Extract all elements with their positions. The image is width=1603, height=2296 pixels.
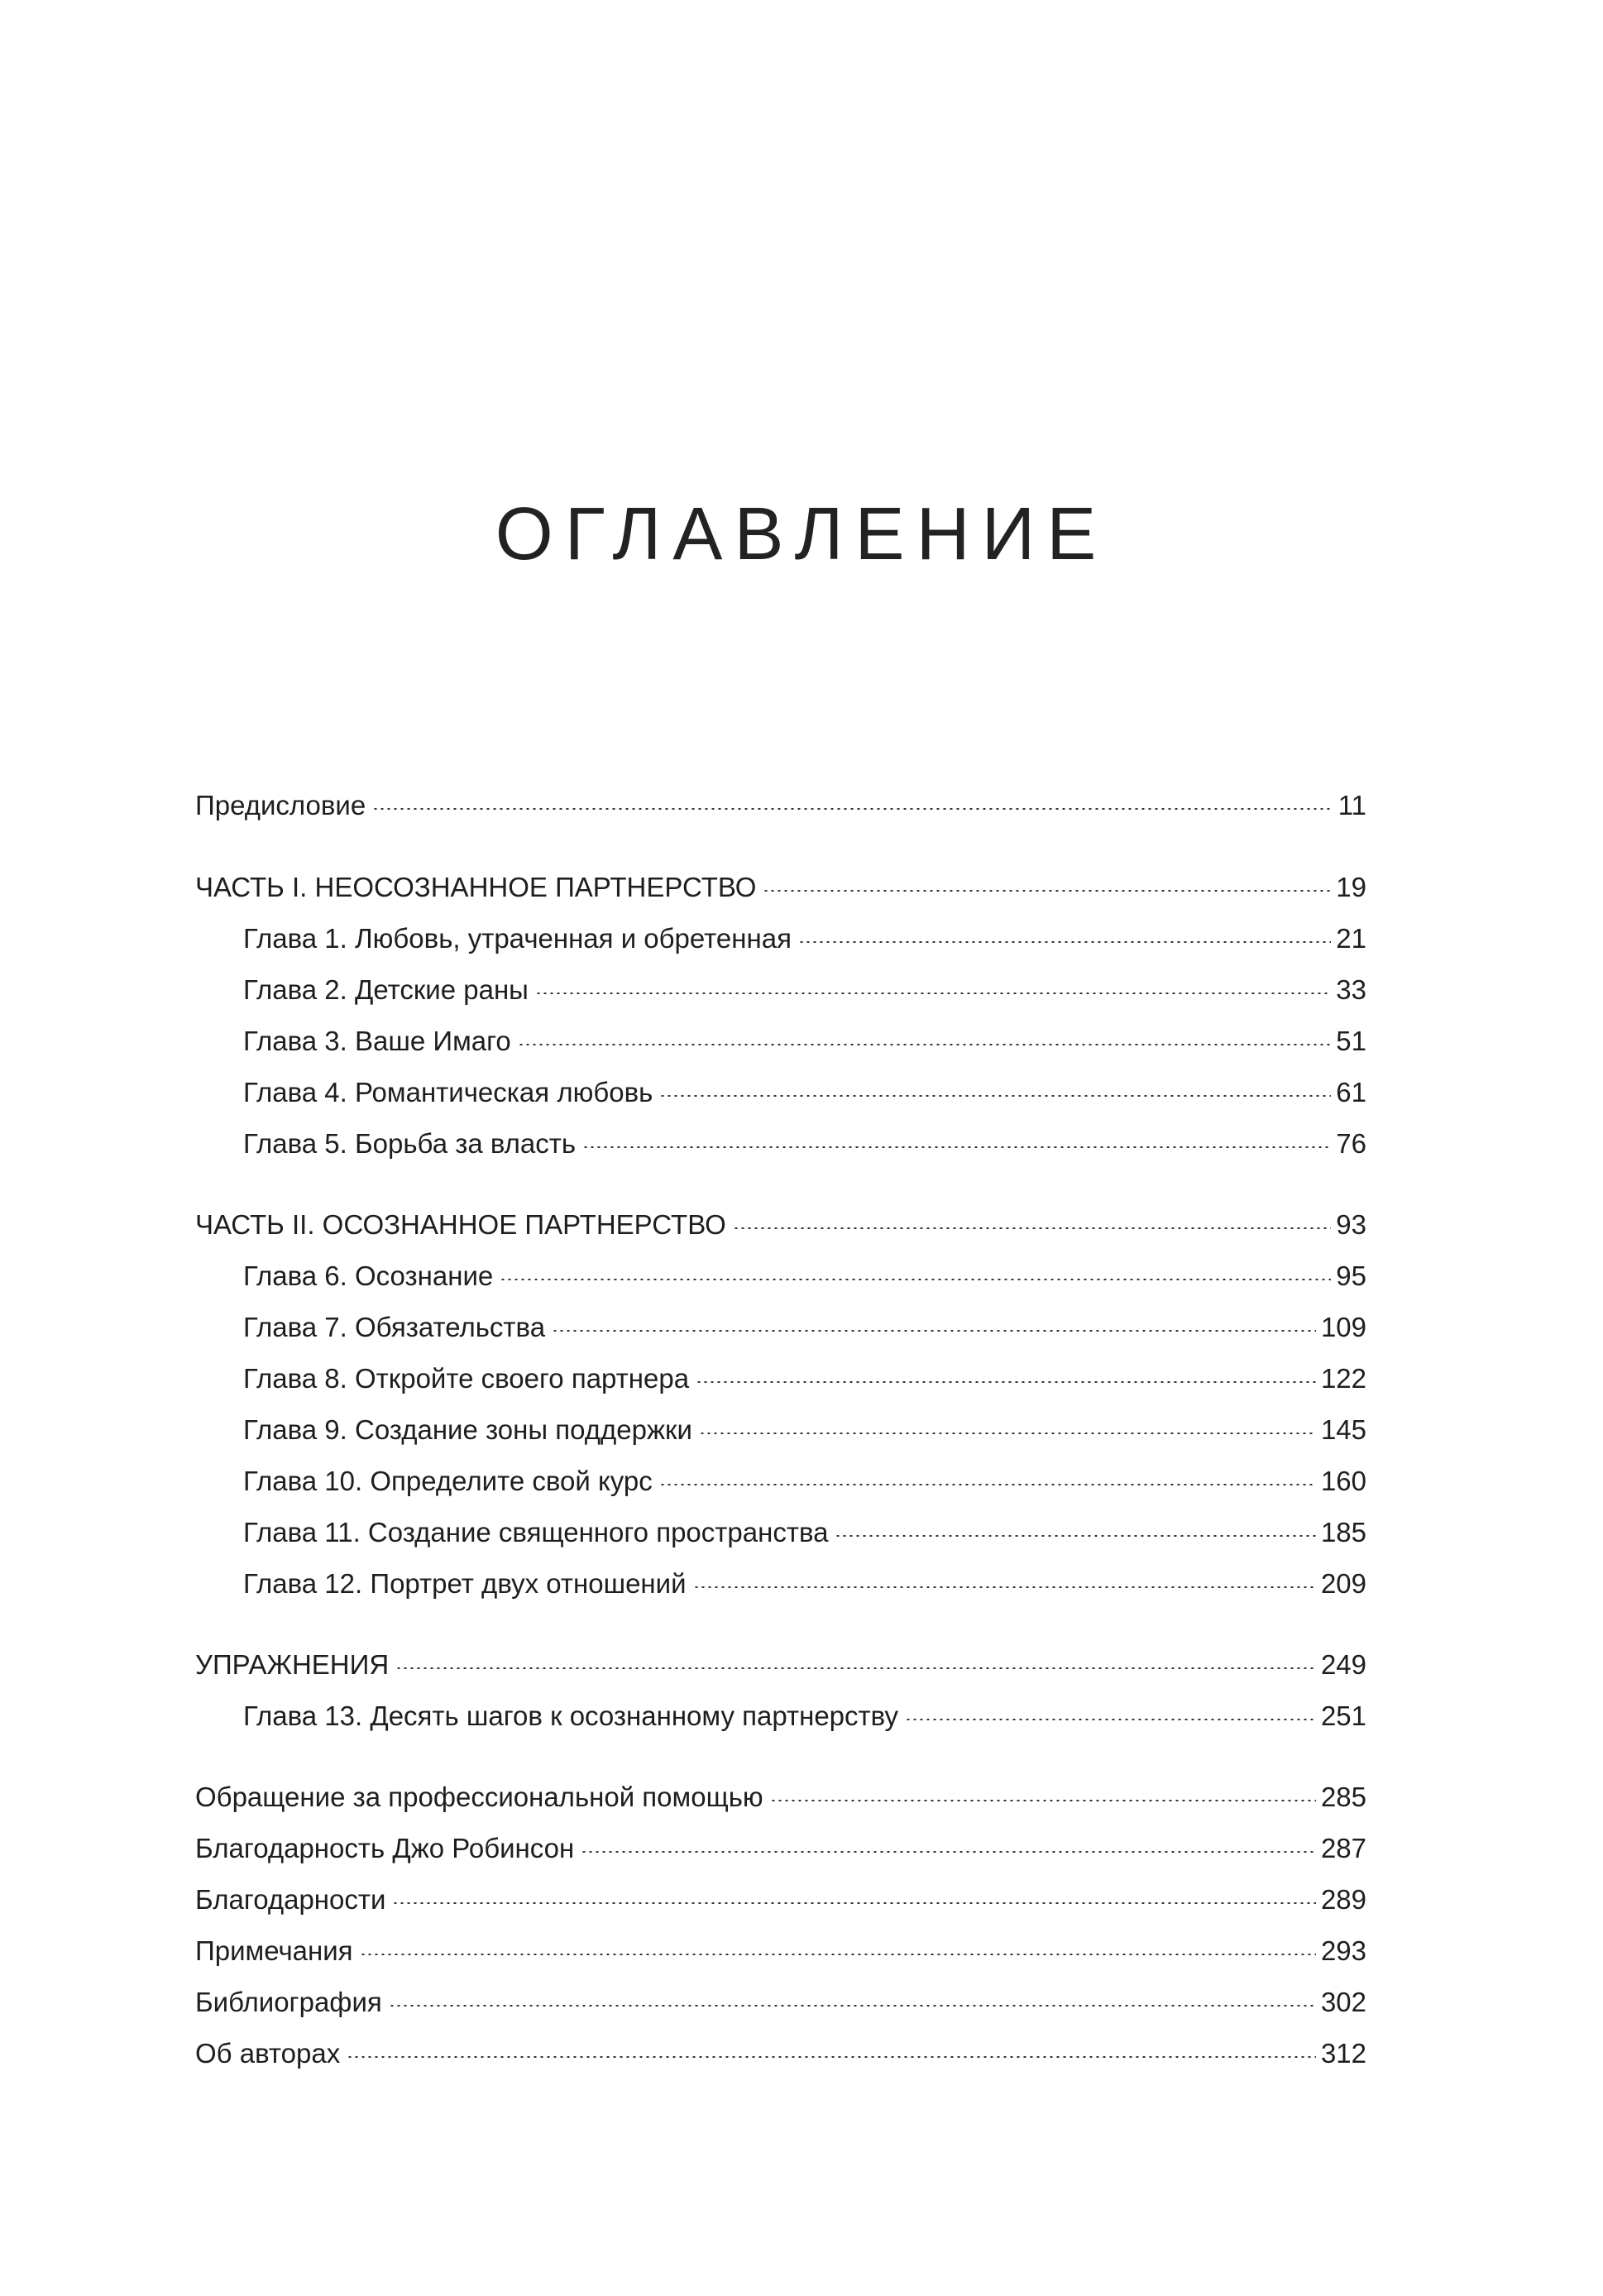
- toc-entry-part-2[interactable]: [195, 1205, 1366, 1245]
- toc-entry-label: Глава 8. Откройте своего партнера: [243, 1363, 690, 1394]
- toc-entry-chapter-3[interactable]: [195, 1021, 1366, 1061]
- toc-page-number: 285: [1320, 1782, 1366, 1812]
- toc-page-number: 19: [1336, 872, 1366, 902]
- toc-entry-label: Благодарность Джо Робинсон: [195, 1833, 575, 1863]
- toc-page-number: 312: [1320, 2038, 1366, 2069]
- dot-leader: [798, 941, 1331, 943]
- toc-entry-label: Обращение за профессиональной помощью: [195, 1782, 763, 1812]
- dot-leader: [835, 1535, 1315, 1537]
- toc-entry-label: Глава 10. Определите свой курс: [243, 1466, 653, 1496]
- toc-entry-preface[interactable]: [195, 786, 1366, 825]
- dot-leader: [659, 1095, 1331, 1097]
- toc-entry-label: Глава 9. Создание зоны поддержки: [243, 1414, 692, 1445]
- toc-page-number: 33: [1336, 974, 1366, 1005]
- dot-leader: [659, 1484, 1316, 1485]
- toc-page-number: 293: [1320, 1935, 1366, 1966]
- dot-leader: [360, 1954, 1316, 1955]
- toc-page-number: 302: [1320, 1987, 1366, 2017]
- toc-entry-chapter-13[interactable]: [195, 1696, 1366, 1736]
- toc-entry-label: УПРАЖНЕНИЯ: [195, 1649, 390, 1680]
- dot-leader: [581, 1851, 1316, 1853]
- dot-leader: [347, 2056, 1316, 2058]
- toc-entry-chapter-1[interactable]: [195, 919, 1366, 959]
- dot-leader: [518, 1044, 1332, 1045]
- toc-entry-chapter-6[interactable]: [195, 1256, 1366, 1296]
- toc-entry-label: Глава 3. Ваше Имаго: [243, 1026, 511, 1056]
- page-title: ОГЛАВЛЕНИЕ: [495, 493, 1108, 576]
- toc-page-number: 109: [1320, 1312, 1366, 1342]
- toc-entry-about-authors[interactable]: [195, 2034, 1366, 2074]
- dot-leader: [389, 2005, 1316, 2007]
- toc-page-number: 11: [1337, 790, 1366, 820]
- toc-entry-chapter-10[interactable]: [195, 1461, 1366, 1501]
- toc-page-number: 61: [1336, 1077, 1366, 1107]
- toc-entry-label: ЧАСТЬ I. НЕОСОЗНАННОЕ ПАРТНЕРСТВО: [195, 872, 757, 902]
- toc-page-number: 251: [1320, 1700, 1366, 1731]
- toc-page-number: 185: [1320, 1517, 1366, 1547]
- toc-page-number: 122: [1320, 1363, 1366, 1394]
- toc-entry-chapter-9[interactable]: [195, 1410, 1366, 1450]
- toc-entry-label: Глава 5. Борьба за власть: [243, 1128, 577, 1159]
- dot-leader: [500, 1279, 1331, 1280]
- toc-entry-chapter-12[interactable]: [195, 1564, 1366, 1604]
- toc-entry-label: Глава 4. Романтическая любовь: [243, 1077, 653, 1107]
- toc-page-number: 160: [1320, 1466, 1366, 1496]
- dot-leader: [372, 808, 1333, 810]
- toc-entry-acknowledgements[interactable]: [195, 1880, 1366, 1920]
- toc-entry-label: Об авторах: [195, 2038, 341, 2069]
- toc-entry-label: Библиография: [195, 1987, 382, 2017]
- toc-entry-chapter-7[interactable]: [195, 1308, 1366, 1347]
- toc-entry-chapter-5[interactable]: [195, 1124, 1366, 1164]
- toc-entry-chapter-2[interactable]: [195, 970, 1366, 1010]
- dot-leader: [395, 1667, 1316, 1669]
- dot-leader: [535, 993, 1331, 994]
- toc-page-number: 76: [1336, 1128, 1366, 1159]
- toc-entry-thanks-jo-robinson[interactable]: [195, 1829, 1366, 1868]
- toc-page-number: 51: [1336, 1026, 1366, 1056]
- toc-entry-label: Глава 13. Десять шагов к осознанному партнерству: [243, 1700, 898, 1731]
- dot-leader: [582, 1146, 1331, 1148]
- toc-entry-bibliography[interactable]: [195, 1983, 1366, 2022]
- dot-leader: [392, 1902, 1316, 1904]
- toc-entry-label: Глава 7. Обязательства: [243, 1312, 546, 1342]
- dot-leader: [699, 1433, 1316, 1434]
- dot-leader: [696, 1381, 1316, 1383]
- toc-entry-label: Предисловие: [195, 790, 366, 820]
- toc-page-number: 93: [1336, 1209, 1366, 1240]
- toc-entry-label: Глава 12. Портрет двух отношений: [243, 1568, 687, 1599]
- toc-entry-chapter-8[interactable]: [195, 1359, 1366, 1399]
- toc-entry-label: ЧАСТЬ II. ОСОЗНАННОЕ ПАРТНЕРСТВО: [195, 1209, 726, 1240]
- dot-leader: [905, 1719, 1316, 1720]
- toc-page-number: 21: [1336, 923, 1366, 954]
- dot-leader: [733, 1227, 1332, 1229]
- toc-entry-label: Благодарности: [195, 1884, 386, 1915]
- toc-entry-label: Глава 6. Осознание: [243, 1260, 494, 1291]
- dot-leader: [693, 1586, 1316, 1588]
- dot-leader: [770, 1800, 1316, 1801]
- toc-page-number: 249: [1320, 1649, 1366, 1680]
- toc-entry-label: Глава 11. Создание священного пространства: [243, 1517, 829, 1547]
- toc-entry-chapter-11[interactable]: [195, 1513, 1366, 1552]
- dot-leader: [763, 890, 1331, 892]
- toc-entry-label: Глава 2. Детские раны: [243, 974, 529, 1005]
- toc-entry-notes[interactable]: [195, 1931, 1366, 1971]
- toc-entry-exercises[interactable]: [195, 1645, 1366, 1685]
- dot-leader: [552, 1330, 1316, 1332]
- toc-page-number: 95: [1336, 1260, 1366, 1291]
- toc-page-number: 145: [1320, 1414, 1366, 1445]
- toc-entry-label: Примечания: [195, 1935, 353, 1966]
- toc-entry-professional-help[interactable]: [195, 1777, 1366, 1817]
- toc-page-number: 287: [1320, 1833, 1366, 1863]
- toc-page-number: 209: [1320, 1568, 1366, 1599]
- toc-entry-label: Глава 1. Любовь, утраченная и обретенная: [243, 923, 792, 954]
- toc-page-number: 289: [1320, 1884, 1366, 1915]
- toc-entry-chapter-4[interactable]: [195, 1073, 1366, 1112]
- toc-entry-part-1[interactable]: [195, 868, 1366, 907]
